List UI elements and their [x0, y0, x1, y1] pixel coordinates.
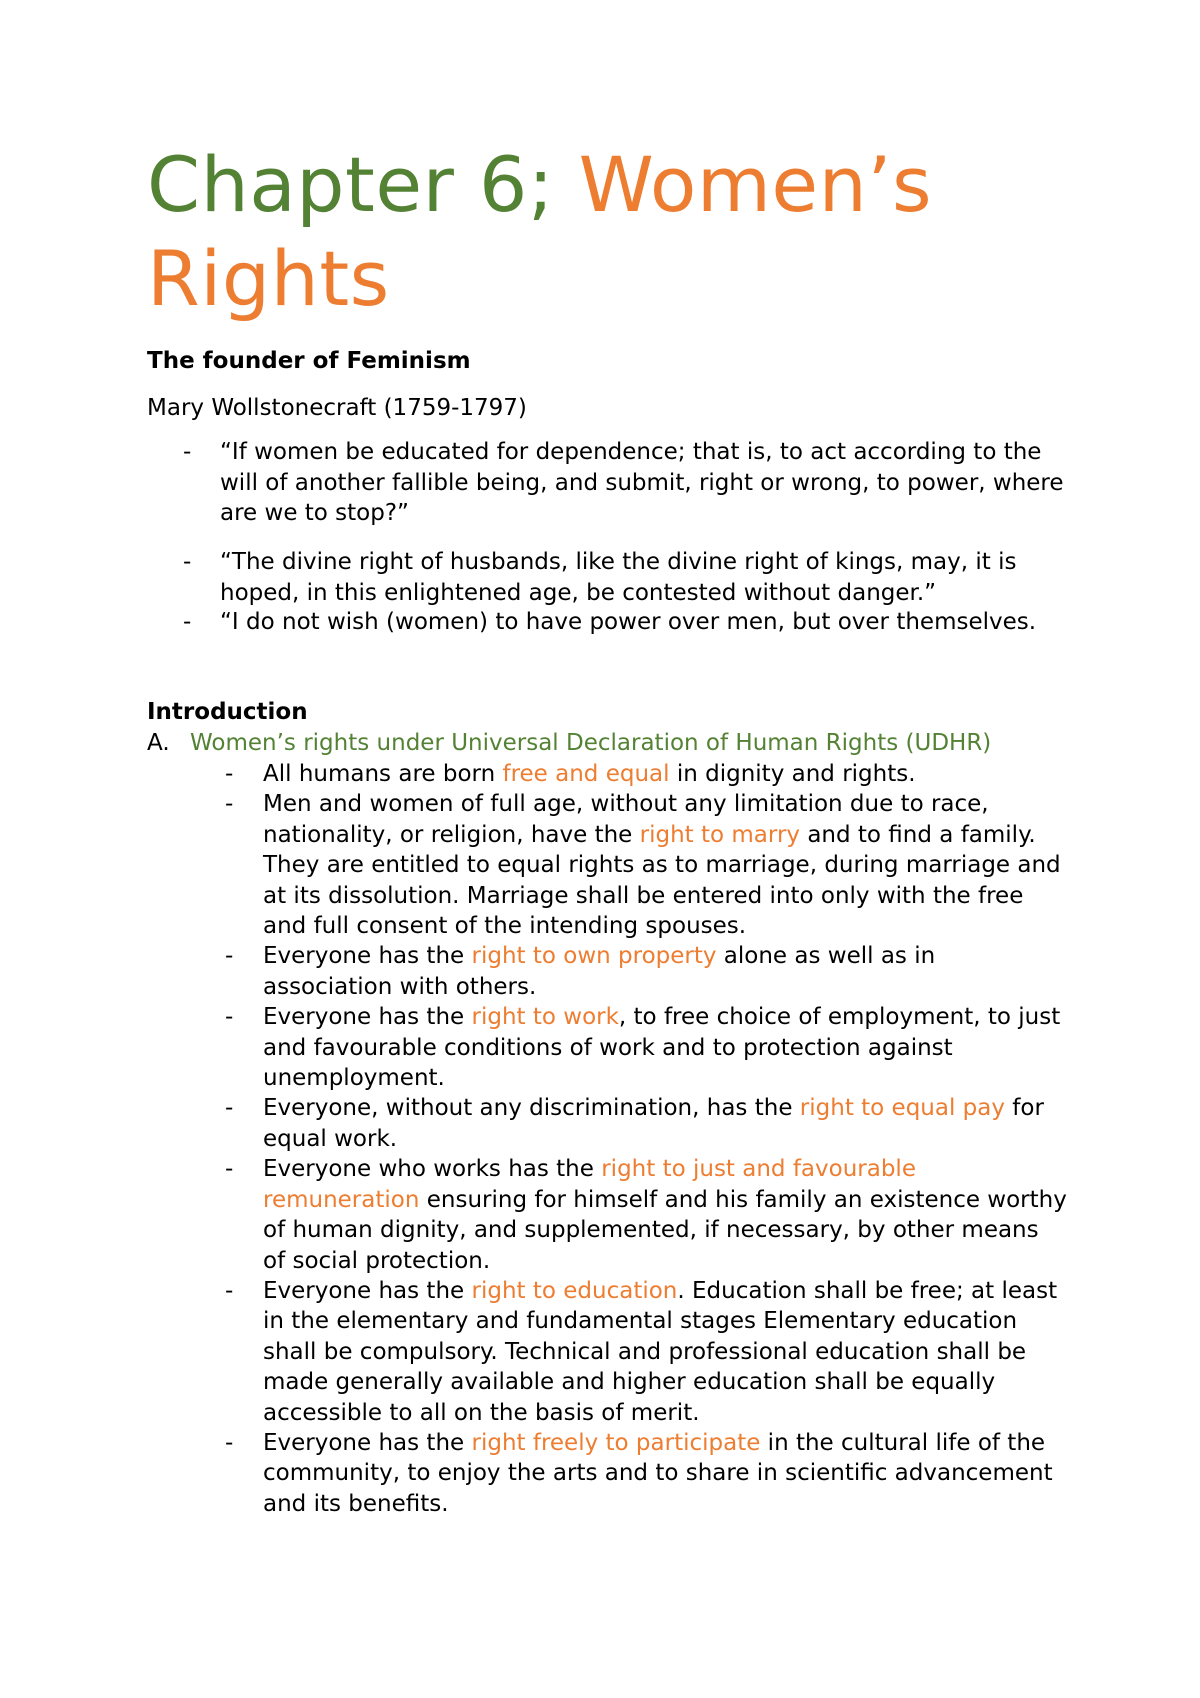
- dash-marker: -: [225, 1277, 234, 1304]
- chapter-topic: Women’s Rights: [147, 140, 933, 323]
- dash-marker: -: [225, 1429, 234, 1456]
- dash-marker: -: [225, 761, 234, 787]
- item-text-after: , to free choice of employment, to just and favourable conditions of work and to protection against unemployment.: [263, 1004, 1061, 1092]
- chapter-number: Chapter 6;: [147, 140, 579, 229]
- quote-list-3: [147, 607, 1067, 638]
- dash-marker: -: [183, 609, 192, 635]
- item-highlight: right freely to participate: [471, 1429, 761, 1456]
- udhr-rights-list: [147, 759, 1067, 1519]
- udhr-item: [147, 789, 1067, 941]
- quote-item: [147, 547, 1067, 608]
- quote-list-1: [147, 437, 1067, 529]
- item-highlight: right to own property: [471, 943, 717, 970]
- dash-marker: -: [225, 1004, 234, 1031]
- item-text-before: Men and women of full age, without any limitation due to race, nationality, or religion, have the: [263, 791, 989, 848]
- dash-marker: -: [225, 791, 234, 818]
- dash-marker: -: [183, 549, 192, 575]
- dash-marker: -: [183, 439, 192, 465]
- introduction-heading: Introduction: [147, 699, 308, 725]
- chapter-title: [147, 138, 1067, 326]
- item-text-before: All humans are born: [263, 761, 503, 787]
- item-text-before: Everyone has the: [263, 943, 472, 970]
- dash-marker: -: [225, 1095, 234, 1122]
- item-text-after: alone as well as in association with others.: [263, 943, 936, 1000]
- section-a-label: Women’s rights under Universal Declaration of Human Rights (UDHR): [190, 730, 992, 756]
- udhr-item: [147, 1093, 1067, 1154]
- item-highlight: right to equal pay: [799, 1095, 1005, 1122]
- founder-heading: The founder of Feminism: [147, 348, 471, 374]
- udhr-item: [147, 1428, 1067, 1519]
- item-highlight: right to marry: [639, 821, 801, 848]
- quote-list-2: [147, 547, 1067, 608]
- dash-marker: -: [225, 1156, 234, 1183]
- udhr-item: [147, 1154, 1067, 1276]
- item-text-before: Everyone has the: [263, 1429, 472, 1456]
- item-text-after: ensuring for himself and his family an existence worthy of human dignity, and supplemented, if necessary, by other means of social protection.: [263, 1186, 1067, 1274]
- item-text-before: Everyone has the: [263, 1277, 472, 1304]
- dash-marker: -: [225, 943, 234, 970]
- quote-text: “The divine right of husbands, like the divine right of kings, may, it is hoped, in this enlightened age, be contested without danger.”: [220, 549, 1017, 606]
- quote-item: [147, 437, 1067, 529]
- quote-text: “I do not wish (women) to have power over men, but over themselves.: [220, 609, 1037, 635]
- person-name: Mary Wollstonecraft (1759-1797): [147, 395, 527, 421]
- item-text-after: for equal work.: [263, 1095, 1044, 1152]
- item-text-after: . Education shall be free; at least in the elementary and fundamental stages Elementary education shall be compulsory. Technical and professional education shall be made generally available and higher education shall be equally accessible to all on the basis of merit.: [263, 1277, 1058, 1426]
- item-text-after: in the cultural life of the community, to enjoy the arts and to share in scientific advancement and its benefits.: [263, 1429, 1053, 1517]
- item-text-before: Everyone has the: [263, 1004, 472, 1031]
- item-highlight: free and equal: [502, 761, 670, 787]
- item-text-before: Everyone who works has the: [263, 1156, 602, 1183]
- udhr-item: [147, 1002, 1067, 1093]
- udhr-item: [147, 1276, 1067, 1428]
- item-highlight: right to work: [471, 1004, 619, 1031]
- quote-item: [147, 607, 1067, 638]
- section-a-heading: [147, 728, 1067, 758]
- item-highlight: right to just and favourable remuneration: [263, 1156, 916, 1213]
- section-a-letter: A.: [147, 730, 170, 756]
- udhr-item: [147, 759, 1067, 789]
- item-highlight: right to education: [471, 1277, 678, 1304]
- item-text-after: and to find a family. They are entitled to equal rights as to marriage, during marriage and at its dissolution. Marriage shall be entered into only with the free and full consent of the intending spouses.: [263, 821, 1061, 940]
- item-text-after: in dignity and rights.: [669, 761, 916, 787]
- item-text-before: Everyone, without any discrimination, has the: [263, 1095, 800, 1122]
- quote-text: “If women be educated for dependence; that is, to act according to the will of another fallible being, and submit, right or wrong, to power, where are we to stop?”: [220, 439, 1064, 526]
- udhr-item: [147, 941, 1067, 1002]
